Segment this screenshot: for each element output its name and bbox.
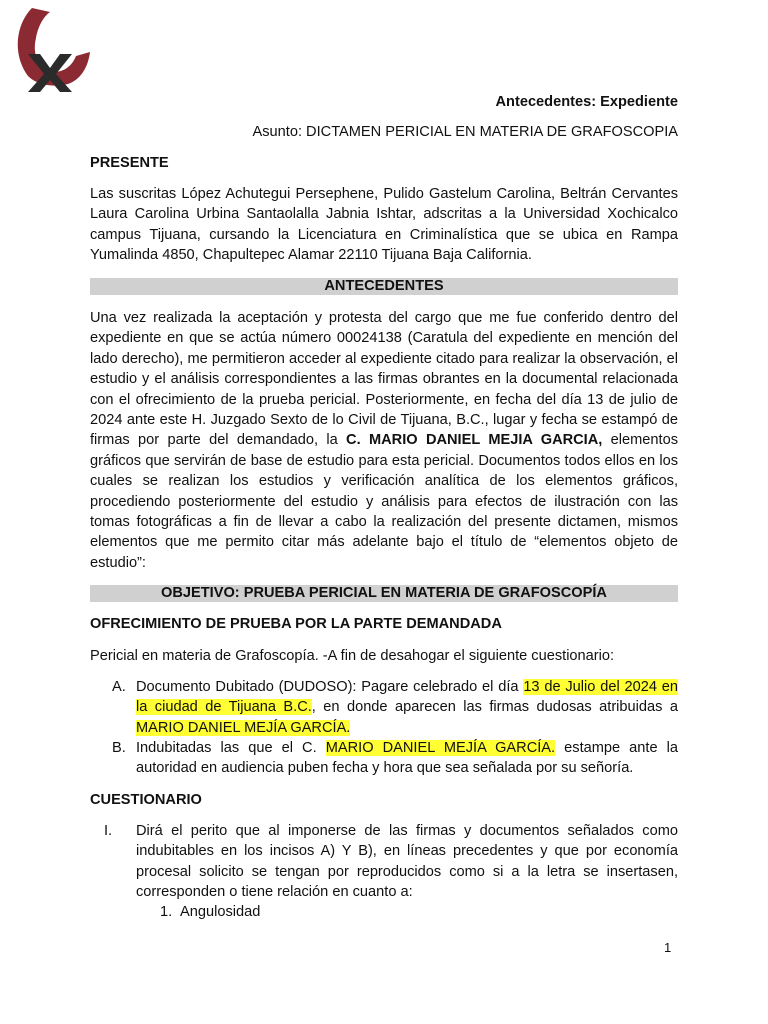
item-a-highlight-1: 13 de Julio del 2024 en la ciudad de Tijuana B.C.: [136, 679, 678, 716]
page-number: 1: [664, 940, 672, 955]
item-b-text-2: estampe ante la autoridad en audiencia puben fecha y hora que sea señalada por su señoría.: [136, 740, 679, 777]
sub-marker-1: 1.: [160, 904, 173, 920]
sub-list-item-1: [90, 902, 678, 922]
logo-icon: [10, 4, 94, 92]
list-item-a: [90, 677, 678, 738]
antecedentes-band: ANTECEDENTES: [90, 278, 678, 295]
item-a-text-2: , en donde aparecen las firmas dudosas atribuidas a: [311, 699, 678, 716]
item-a-text-1: Documento Dubitado (DUDOSO): Pagare celebrado el día: [136, 679, 524, 695]
cuestionario-item-1-text: Dirá el perito que al imponerse de las firmas y documentos señalados como indubitables en los incisos A) Y B), en líneas precedentes y que por economía procesal solicito se tengan por reproducidos como si a la letra se insertasen, corresponden o tiene relación en cuanto a:: [136, 823, 678, 901]
item-b-highlight-1: MARIO DANIEL MEJÍA GARCÍA.: [325, 740, 556, 756]
antecedentes-text-1: Una vez realizada la aceptación y protesta del cargo que me fue conferido dentro del expediente en que se actúa número 00024138 (Caratula del expediente en mención del lado derecho), me permitieron acceder al expediente citado para realizar la observación, el estudio y el análisis correspondientes a las firmas obrantes en la documental relacionada con el ofrecimiento de la prueba pericial. Posteriormente, en fecha del día 13 de julio de 2024 ante este H. Juzgado Sexto de lo Civil de Tijuana, B.C., lugar y fecha se estampó de firmas por parte del demandado, la: [90, 310, 678, 449]
item-b-text-1: Indubitadas las que el C.: [136, 740, 326, 756]
list-marker-a: A.: [112, 679, 126, 695]
item-a-highlight-2: MARIO DANIEL MEJÍA GARCÍA.: [136, 719, 351, 736]
antecedentes-paragraph: [90, 308, 678, 573]
asunto-label: Asunto: DICTAMEN PERICIAL EN MATERIA DE GRAFOSCOPIA: [252, 124, 678, 140]
antecedentes-text-2: elementos gráficos que servirán de base de estudio para esta pericial. Documentos todos ellos en los cuales se realizan los estudios y verificación analítica de los elementos gráficos, procediendo posteriormente del estudio y análisis para efectos de ilustración con las tomas fotográficas a fin de llevar a cabo la realización del presente dictamen, mismos elementos que me permito citar más adelante bajo el título de “elementos objeto de estudio”:: [90, 432, 679, 571]
antecedentes-expediente-label: Antecedentes: Expediente: [495, 94, 678, 110]
cuestionario-item-1: [90, 821, 678, 903]
cuestionario-heading: CUESTIONARIO: [90, 792, 202, 808]
presente-heading: PRESENTE: [90, 155, 169, 171]
roman-marker-1: I.: [104, 823, 113, 839]
pericial-intro: Pericial en materia de Grafoscopía. -A fin de desahogar el siguiente cuestionario:: [90, 648, 615, 664]
presente-paragraph: Las suscritas López Achutegui Persephene, Pulido Gastelum Carolina, Beltrán Cervantes Laura Carolina Urbina Santaolalla Jabnia Ishtar, adscritas a la Universidad Xochicalco campus Tijuana, cursando la Licenciatura en Criminalística que se ubica en Rampa Yumalinda 4850, Chapultepec Alamar 22110 Tijuana Baja California.: [90, 186, 678, 264]
list-item-b: [90, 738, 678, 779]
sub-item-1-text: Angulosidad: [180, 904, 261, 920]
ofrecimiento-heading: OFRECIMIENTO DE PRUEBA POR LA PARTE DEMANDADA: [90, 616, 502, 632]
demandado-name: C. MARIO DANIEL MEJIA GARCIA,: [346, 432, 603, 449]
objetivo-band: OBJETIVO: PRUEBA PERICIAL EN MATERIA DE GRAFOSCOPÍA: [90, 585, 678, 602]
list-marker-b: B.: [112, 740, 126, 756]
